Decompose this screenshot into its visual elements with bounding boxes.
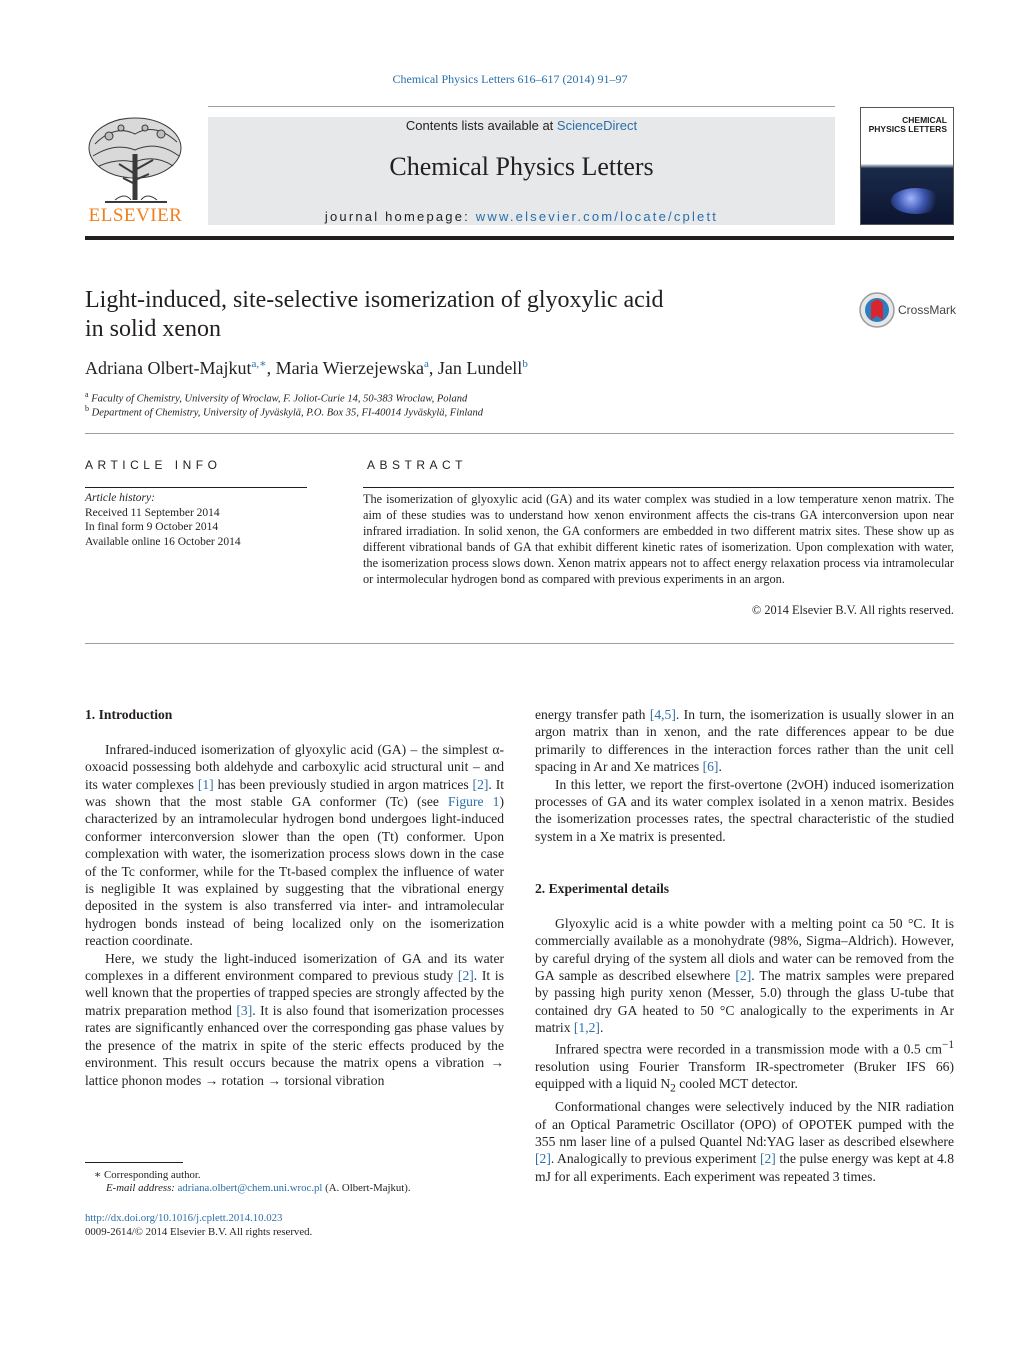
sciencedirect-link[interactable]: ScienceDirect	[556, 118, 638, 133]
reference-link[interactable]: [2]	[535, 1151, 551, 1167]
doi-link[interactable]: http://dx.doi.org/10.1016/j.cplett.2014.10.023	[85, 1212, 283, 1224]
contents-line	[208, 118, 835, 133]
body-paragraph	[85, 950, 504, 1089]
reference-link[interactable]: [6]	[702, 759, 719, 775]
author-name[interactable]: Jan Lundell	[437, 358, 523, 378]
history-label: Article history:	[85, 492, 155, 504]
homepage-prefix: journal homepage:	[324, 209, 476, 224]
article-info-heading: ARTICLE INFO	[85, 458, 222, 472]
reference-link[interactable]: [1,2]	[573, 1020, 600, 1036]
body-paragraph	[535, 1098, 954, 1185]
history-received: Received 11 September 2014	[85, 506, 220, 519]
corresponding-author-footnote	[85, 1168, 515, 1181]
text-run: Glyoxylic acid is a white powder with a melting point ca 50 °C. It is commercially available as a monohydrate (98%, Sigma–Aldrich). However, by careful drying of the system all diols and water can be removed from the GA sample as described elsewhere	[535, 915, 954, 984]
reference-link[interactable]: [1]	[197, 776, 214, 792]
email-label: E-mail address:	[106, 1182, 178, 1194]
text-run: ) characterized by an intramolecular hydrogen bond undergoes light-induced conformer interconversion slower than the open (Tt) conformer. Upon complexation with water, the isomerization process slows down in the case of the Tc conformer, while for the Tt-based complex the influence of water is negligible It was explained by suggesting that the vibrational energy deposited in the system is also transferred via inter- and intramolecular hydrogen bonds instead of being localized only on the isomerization reaction coordinate.	[85, 794, 504, 949]
author-affiliation-mark[interactable]: b	[522, 358, 528, 370]
section-heading: 1. Introduction	[85, 707, 173, 722]
text-run: . It was shown that the most stable GA conformer (Tc) (see	[85, 776, 504, 810]
article-history	[85, 491, 315, 549]
text-run: Infrared-induced isomerization of glyoxylic acid (GA) – the simplest α-oxoacid possessing both aldehyde and carboxylic acid structural unit – and its water complexes	[85, 741, 504, 792]
text-run: resolution using Fourier Transform IR-spectrometer (Bruker IFS 66) equipped with a liquid N	[535, 1058, 954, 1092]
journal-citation[interactable]: Chemical Physics Letters 616–617 (2014) 91–97	[392, 72, 628, 86]
header-rule	[208, 106, 835, 107]
subscript: 2	[670, 1082, 676, 1095]
reference-link[interactable]: [2]	[472, 776, 489, 792]
footnote-star: ∗	[94, 1169, 102, 1181]
article-title-line-2: in solid xenon	[85, 316, 221, 342]
text-run: Here, we study the light-induced isomerization of GA and its water complexes in a different environment compared to previous study	[85, 950, 504, 984]
text-run: the pulse energy was kept at 4.8 mJ for all experiments. Each experiment was repeated 3 times.	[535, 1151, 954, 1184]
abstract-text: The isomerization of glyoxylic acid (GA) and its water complex was studied in a low temperature xenon matrix. The aim of these studies was to understand how xenon environment affects the cis-trans GA interconversion upon near infrared irradiation. In solid xenon, the GA conformers are embedded in two different matrix sites. These show up as different vibrational bands of GA that exhibit different kinetic rates of isomerization. Upon complexation with water, the isomerization process slows down. Xenon matrix appears not to affect energy relaxation process via intramolecular or intermolecular hydrogen bond as compared with previous experiments in an argon.	[363, 492, 954, 586]
text-run: . In turn, the isomerization is usually slower in an argon matrix than in xenon, and the rate differences appear to be due primarily to differences in the interaction forces rather than the unit cell spacing in Ar and Xe matrices	[535, 707, 954, 775]
affiliation-text: Faculty of Chemistry, University of Wroclaw, F. Joliot-Curie 14, 50-383 Wroclaw, Poland	[91, 393, 468, 405]
journal-cover-thumbnail[interactable]	[860, 107, 954, 225]
cover-molecule-image	[891, 188, 941, 214]
affiliation-mark: a	[85, 390, 89, 399]
author-list	[85, 357, 528, 379]
author-affiliation-mark[interactable]: a	[423, 358, 429, 370]
article-title-line-1: Light-induced, site-selective isomerization of glyoxylic acid	[85, 287, 664, 313]
body-paragraph: In this letter, we report the first-overtone (2νOH) induced isomerization processes of GA and its water complex isolated in a xenon matrix. Besides the isomerization processes rates, the spectral characteristic of the studied system in a Xe matrix is presented.	[535, 776, 954, 844]
abstract-heading: ABSTRACT	[367, 458, 468, 472]
crossmark-icon	[858, 290, 898, 330]
history-online: Available online 16 October 2014	[85, 535, 241, 548]
text-run: Conformational changes were selectively induced by the NIR radiation of an Optical Parametric Oscillator (OPO) of OPOTEK pumped with the 355 nm laser line of a pulsed Quantel Nd:YAG laser as described elsewhere	[535, 1099, 954, 1149]
divider	[85, 433, 954, 434]
section-gap	[535, 845, 954, 880]
cover-title: CHEMICAL PHYSICS LETTERS	[868, 115, 947, 134]
reference-link[interactable]: [2]	[735, 968, 752, 984]
reference-link[interactable]: [2]	[759, 1151, 776, 1167]
divider	[85, 643, 954, 644]
text-run: cooled MCT detector.	[675, 1076, 798, 1092]
issn-copyright: 0009-2614/© 2014 Elsevier B.V. All rights reserved.	[85, 1226, 313, 1238]
footnote-text: Corresponding author.	[104, 1169, 201, 1181]
text-run: .	[718, 759, 722, 775]
article-info-rule	[85, 487, 307, 488]
author-name[interactable]: Adriana Olbert-Majkut	[85, 358, 252, 378]
email-footnote	[85, 1182, 515, 1194]
reference-link[interactable]: [4,5]	[649, 707, 676, 722]
reference-link[interactable]: [2]	[457, 968, 474, 984]
author-separator: ,	[266, 358, 276, 378]
text-run: energy transfer path	[535, 707, 650, 722]
text-run: . Analogically to previous experiment	[550, 1151, 760, 1167]
contents-prefix: Contents lists available at	[405, 118, 557, 133]
body-paragraph	[535, 915, 954, 1037]
author-name[interactable]: Maria Wierzejewska	[275, 358, 424, 378]
body-paragraph	[535, 706, 954, 776]
abstract-copyright: © 2014 Elsevier B.V. All rights reserved.	[751, 603, 954, 617]
elsevier-wordmark[interactable]: ELSEVIER	[88, 205, 183, 226]
author-separator: ,	[428, 358, 438, 378]
affiliation	[85, 404, 483, 419]
text-run: has been previously studied in argon matrices	[213, 776, 473, 792]
text-run: . The matrix samples were prepared by passing high purity xenon (Messer, 5.0) through the glass U-tube that contained dry GA heated to 50 °C analogically to the experiments in Ar matrix	[535, 968, 954, 1036]
affiliation	[85, 390, 467, 405]
superscript: −1	[941, 1038, 954, 1051]
email-suffix: (A. Olbert-Majkut).	[322, 1182, 411, 1194]
email-link[interactable]: adriana.olbert@chem.uni.wroc.pl	[177, 1182, 323, 1194]
history-final-form: In final form 9 October 2014	[85, 521, 219, 534]
text-run: . It is well known that the properties of trapped species are strongly affected by the matrix preparation method	[85, 968, 504, 1018]
figure-link[interactable]: Figure 1	[448, 794, 500, 810]
body-paragraph	[535, 1037, 954, 1098]
journal-name: Chemical Physics Letters	[389, 152, 654, 181]
abstract-rule	[363, 487, 954, 488]
body-paragraph	[85, 741, 504, 950]
affiliation-mark: b	[85, 404, 89, 413]
body-column-right	[535, 706, 954, 1185]
journal-homepage	[208, 209, 835, 224]
footnote-rule	[85, 1162, 183, 1163]
reference-link[interactable]: [3]	[236, 1002, 253, 1018]
text-run: .	[599, 1020, 604, 1036]
section-heading: 2. Experimental details	[535, 881, 670, 897]
crossmark-label[interactable]: CrossMark	[898, 303, 957, 317]
affiliation-text: Department of Chemistry, University of Jyväskylä, P.O. Box 35, FI-40014 Jyväskylä, Finland	[91, 407, 484, 419]
author-affiliation-mark[interactable]: a,∗	[251, 358, 267, 370]
masthead-divider	[85, 236, 954, 240]
text-run: . It is also found that isomerization processes rates are significantly enhanced over the corresponding gas phase values by the presence of the matrix in spite of the steric effects produced by the environment. This result occurs because the matrix opens a vibration → lattice phonon modes → rotation → torsional vibration	[85, 1002, 504, 1088]
article-title	[85, 286, 805, 344]
homepage-link[interactable]: www.elsevier.com/locate/cplett	[475, 209, 719, 224]
body-column-left	[85, 706, 504, 1089]
text-run: Infrared spectra were recorded in a transmission mode with a 0.5 cm	[555, 1041, 942, 1057]
